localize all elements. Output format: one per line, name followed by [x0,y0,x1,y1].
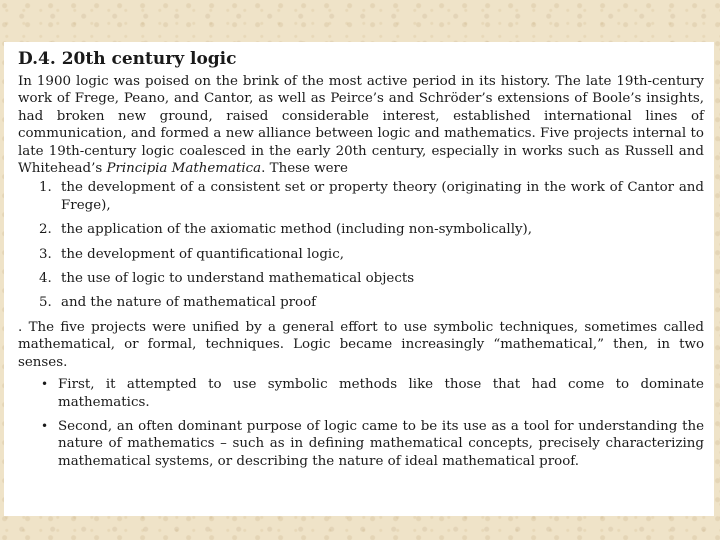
item-text: the use of logic to understand mathematical objects [61,271,415,287]
intro-tail: . These were [261,161,348,177]
list-item [38,376,704,411]
section-heading: D.4. 20th century logic [18,49,237,69]
item-text: and the nature of mathematical proof [61,295,317,311]
list-item [39,221,704,238]
projects-list [18,179,704,311]
list-item [39,246,704,263]
document-page [4,42,714,516]
list-item [39,179,704,214]
list-item [38,418,704,470]
item-number: 5. [39,295,52,311]
item-number: 1. [39,180,52,196]
item-number: 2. [39,222,52,238]
list-item [39,294,704,311]
item-text: the development of quantificational logic, [61,246,344,262]
list-item [39,270,704,287]
bullet-icon: • [41,377,49,392]
bullet-icon: • [41,418,49,433]
item-text: Second, an often dominant purpose of logic came to be its use as a tool for understanding the nature of mathematics – such as in defining mathematical concepts, precisely characterizing mathematical systems, or describing the nature of ideal mathematical proof. [58,418,704,469]
book-title: Principia Mathematica [106,161,262,177]
intro-text: In 1900 logic was poised on the brink of the most active period in its history. The late 19th-century work of Frege, Peano, and Cantor, as well as Peirce’s and Schröder’s extensions of Boole’s insights, had broken new ground, raised considerable interest, established international lines of communication, and formed a new alliance between logic and mathematics. Five projects internal to late 19th-century logic coalesced in the early 20th century, especially in works such as Russell and Whitehead’s [18,74,704,177]
intro-paragraph [18,73,704,177]
senses-list [18,376,704,470]
item-text: the development of a consistent set or property theory (originating in the work of Cantor and Frege), [61,180,704,213]
summary-paragraph: . The five projects were unified by a general effort to use symbolic techniques, sometimes called mathematical, or formal, techniques. Logic became increasingly “mathematical,” then, in two senses. [18,319,704,370]
item-text: the application of the axiomatic method (including non-symbolically), [61,222,533,238]
item-number: 4. [39,271,52,287]
item-text: First, it attempted to use symbolic methods like those that had come to dominate mathematics. [58,377,704,410]
item-number: 3. [39,246,52,262]
